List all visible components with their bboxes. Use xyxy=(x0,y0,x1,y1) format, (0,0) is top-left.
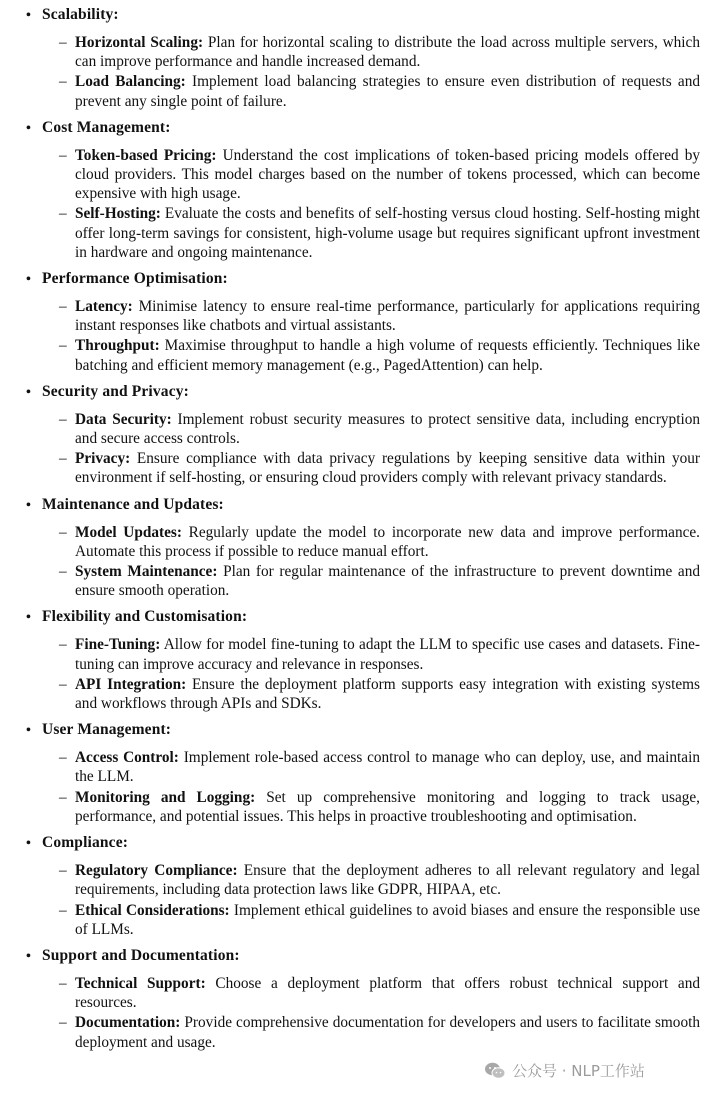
item-term: Monitoring and Logging: xyxy=(75,788,256,806)
item-text: Minimise latency to ensure real-time performance, particularly for applications requiring instant responses like chatbots and virtual assistants. xyxy=(75,298,700,335)
item-term: Latency: xyxy=(75,298,133,316)
item-text: Implement role-based access control to manage who can deploy, use, and maintain the LLM. xyxy=(75,749,700,786)
bullet-icon: • xyxy=(26,723,32,739)
item-text: Regularly update the model to incorporate new data and improve performance. Automate this process if possible to reduce manual effort. xyxy=(75,523,700,560)
bullet-icon: • xyxy=(26,8,32,23)
item-term: Model Updates: xyxy=(75,523,182,541)
section-heading: • Flexibility and Customisation: xyxy=(26,608,248,626)
document-body xyxy=(0,6,721,1060)
bullet-icon: • xyxy=(26,610,32,626)
section-heading: • Support and Documentation: xyxy=(26,946,240,964)
item-text: Implement robust security measures to protect sensitive data, including encryption and secure access controls. xyxy=(75,410,701,448)
section-performance-optimisation xyxy=(0,270,721,375)
section-heading: • Compliance: xyxy=(26,834,129,852)
item-list xyxy=(0,33,721,111)
item-term: Self-Hosting: xyxy=(75,205,161,223)
item-list xyxy=(0,748,721,826)
item-term: Documentation: xyxy=(75,1014,181,1032)
bullet-icon: • xyxy=(26,272,32,288)
list-item: – Access Control: Implement role-based access control to manage who can deploy, use, and maintain the LLM. xyxy=(59,749,700,786)
item-text: Provide comprehensive documentation for developers and users to facilitate smooth deployment and usage. xyxy=(75,1014,700,1051)
section-maintenance-updates xyxy=(0,496,721,601)
item-text: Allow for model fine-tuning to adapt the LLM to specific use cases and datasets. Fine-tuning can improve accuracy and relevance in responses. xyxy=(75,636,700,673)
section-heading: • User Management: xyxy=(26,721,172,739)
list-item: – Throughput: Maximise throughput to handle a high volume of requests efficiently. Techniques like batching and efficient memory management (e.g., PagedAttention) can help. xyxy=(59,337,700,374)
item-text: Implement load balancing strategies to ensure even distribution of requests and prevent any single point of failure. xyxy=(75,73,700,110)
item-list xyxy=(0,297,721,375)
item-term: Fine-Tuning: xyxy=(75,636,161,654)
section-flexibility-customisation xyxy=(0,608,721,713)
item-text: Evaluate the costs and benefits of self-hosting versus cloud hosting. Self-hosting might offer long-term savings for consistent, high-volume usage but requires significant upfront investment in hardware and ongoing maintenance. xyxy=(75,205,700,261)
list-item: – Technical Support: Choose a deployment platform that offers robust technical support and resources. xyxy=(59,974,701,1012)
item-text: Maximise throughput to handle a high volume of requests efficiently. Techniques like batching and efficient memory management (e.g., PagedAttention) can help. xyxy=(75,337,700,374)
item-term: Technical Support: xyxy=(75,974,206,992)
item-text: Understand the cost implications of token-based pricing models offered by cloud providers. This model charges based on the number of tokens processed, which can become expensive with high usage. xyxy=(75,146,701,203)
bullet-icon: • xyxy=(26,948,32,964)
item-term: Load Balancing: xyxy=(75,73,186,91)
list-item: – Privacy: Ensure compliance with data privacy regulations by keeping sensitive data within your environment if self-hosting, or ensuring cloud providers comply with relevant privacy standards. xyxy=(59,450,700,487)
item-text: Set up comprehensive monitoring and logging to track usage, performance, and potential issues. This helps in proactive troubleshooting and optimisation. xyxy=(75,788,701,825)
bullet-icon: • xyxy=(26,497,32,513)
item-term: Throughput: xyxy=(75,337,160,355)
bullet-icon: • xyxy=(26,836,32,852)
item-text: Plan for horizontal scaling to distribute the load across multiple servers, which can improve performance and handle increased demand. xyxy=(75,34,700,71)
list-item: – Horizontal Scaling: Plan for horizontal scaling to distribute the load across multiple servers, which can improve performance and handle increased demand. xyxy=(59,34,700,71)
item-term: Data Security: xyxy=(75,410,172,428)
list-item: – Monitoring and Logging: Set up comprehensive monitoring and logging to track usage, performance, and potential issues. This helps in proactive troubleshooting and optimisation. xyxy=(59,788,701,825)
list-item: – Token-based Pricing: Understand the cost implications of token-based pricing models offered by cloud providers. This model charges based on the number of tokens processed, which can become expensive with high usage. xyxy=(59,146,701,203)
item-text: Choose a deployment platform that offers robust technical support and resources. xyxy=(75,974,701,1012)
section-scalability xyxy=(0,6,721,111)
watermark-text: 公众号 · NLP工作站 xyxy=(512,1062,645,1080)
section-heading: • Scalability: xyxy=(26,6,119,23)
section-cost-management xyxy=(0,119,721,262)
list-item: – Fine-Tuning: Allow for model fine-tuning to adapt the LLM to specific use cases and datasets. Fine-tuning can improve accuracy and relevance in responses. xyxy=(59,636,700,673)
item-term: Horizontal Scaling: xyxy=(75,34,204,51)
list-item: – Ethical Considerations: Implement ethical guidelines to avoid biases and ensure the responsible use of LLMs. xyxy=(59,901,700,938)
item-term: API Integration: xyxy=(75,675,187,693)
item-term: Access Control: xyxy=(75,749,179,767)
list-item: – Documentation: Provide comprehensive documentation for developers and users to facilitate smooth deployment and usage. xyxy=(59,1014,700,1051)
item-list xyxy=(0,974,721,1052)
item-list xyxy=(0,146,721,262)
item-text: Plan for regular maintenance of the infrastructure to prevent downtime and ensure smooth operation. xyxy=(75,563,700,600)
item-term: Ethical Considerations: xyxy=(75,901,230,919)
item-text: Ensure that the deployment adheres to all relevant regulatory and legal requirements, including data protection laws like GDPR, HIPAA, etc. xyxy=(75,862,701,899)
item-term: Token-based Pricing: xyxy=(75,146,217,164)
bullet-icon: • xyxy=(26,120,32,136)
section-user-management xyxy=(0,721,721,826)
item-text: Implement ethical guidelines to avoid biases and ensure the responsible use of LLMs. xyxy=(75,901,700,938)
item-term: System Maintenance: xyxy=(75,563,218,581)
list-item: – Regulatory Compliance: Ensure that the deployment adheres to all relevant regulatory and legal requirements, including data protection laws like GDPR, HIPAA, etc. xyxy=(59,862,701,899)
item-list xyxy=(0,861,721,939)
list-item: – Data Security: Implement robust security measures to protect sensitive data, including encryption and secure access controls. xyxy=(59,410,701,448)
list-item: – Model Updates: Regularly update the model to incorporate new data and improve performance. Automate this process if possible to reduce manual effort. xyxy=(59,523,700,560)
section-heading: • Maintenance and Updates: xyxy=(26,495,224,513)
item-term: Privacy: xyxy=(75,450,131,468)
list-item: – Load Balancing: Implement load balancing strategies to ensure even distribution of requests and prevent any single point of failure. xyxy=(59,73,700,110)
list-item: – API Integration: Ensure the deployment platform supports easy integration with existing systems and workflows through APIs and SDKs. xyxy=(59,675,700,713)
item-text: Ensure compliance with data privacy regulations by keeping sensitive data within your environment if self-hosting, or ensuring cloud providers comply with relevant privacy standards. xyxy=(75,450,700,487)
section-heading: • Cost Management: xyxy=(26,118,171,136)
section-support-documentation xyxy=(0,947,721,1052)
section-heading: • Security and Privacy: xyxy=(26,382,189,400)
list-item: – Self-Hosting: Evaluate the costs and benefits of self-hosting versus cloud hosting. Self-hosting might offer long-term savings for consistent, high-volume usage but requires significant upfront investment in hardware and ongoing maintenance. xyxy=(59,205,700,261)
item-list xyxy=(0,523,721,601)
item-text: Ensure the deployment platform supports easy integration with existing systems and workflows through APIs and SDKs. xyxy=(75,675,700,713)
item-term: Regulatory Compliance: xyxy=(75,862,238,880)
bullet-icon: • xyxy=(26,384,32,400)
item-list xyxy=(0,635,721,713)
section-security-privacy xyxy=(0,383,721,488)
wechat-icon xyxy=(484,1061,506,1081)
watermark xyxy=(484,1060,645,1081)
list-item: – System Maintenance: Plan for regular maintenance of the infrastructure to prevent downtime and ensure smooth operation. xyxy=(59,563,700,600)
section-heading: • Performance Optimisation: xyxy=(26,270,228,288)
list-item: – Latency: Minimise latency to ensure real-time performance, particularly for applications requiring instant responses like chatbots and virtual assistants. xyxy=(59,298,700,335)
item-list xyxy=(0,410,721,488)
section-compliance xyxy=(0,834,721,939)
